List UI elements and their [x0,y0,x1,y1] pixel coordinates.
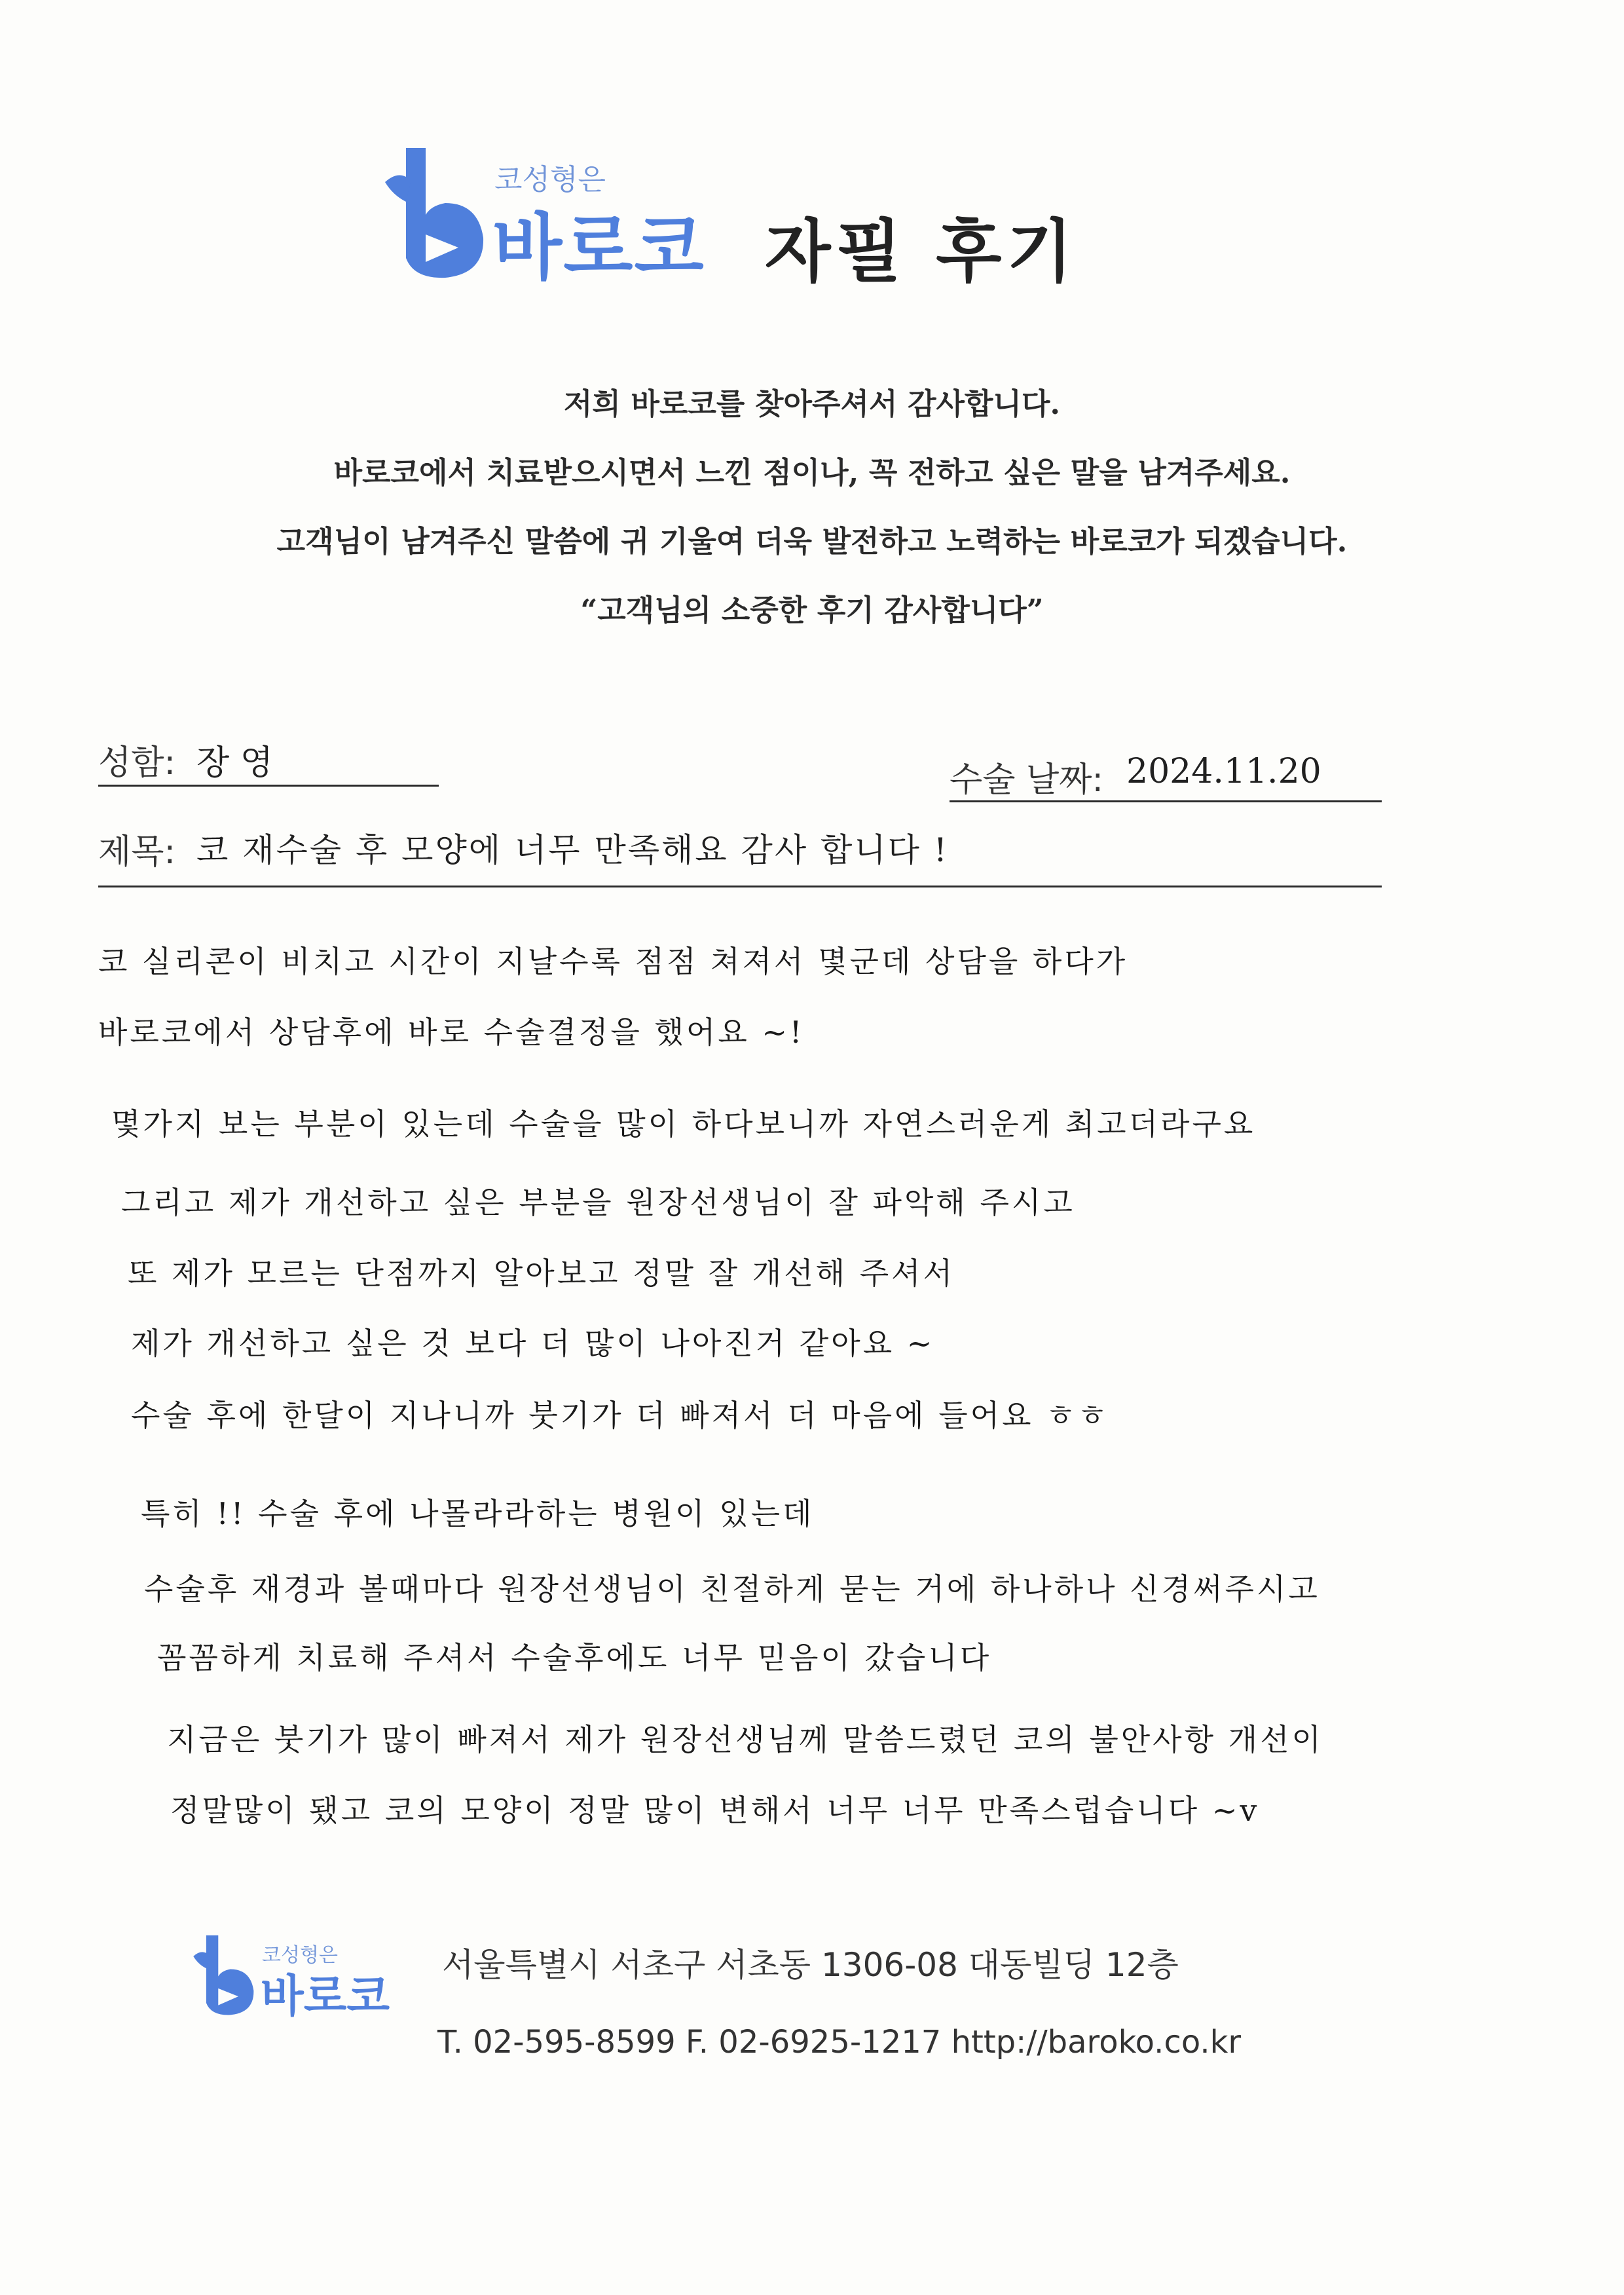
review-line: 정말많이 됐고 코의 모양이 정말 많이 변해서 너무 너무 만족스럽습니다 ~v [170,1793,1260,1828]
review-line: 또 제가 모르는 단점까지 알아보고 정말 잘 개선해 주셔서 [128,1256,955,1291]
name-value: 장 영 [196,743,273,783]
review-line: 몇가지 보는 부분이 있는데 수술을 많이 하다보니까 자연스러운게 최고더라구요 [111,1106,1256,1142]
intro-line-3: 고객님이 남겨주신 말씀에 귀 기울여 더욱 발전하고 노력하는 바로코가 되겠습니다. [276,524,1348,559]
date-label: 수술 날짜: [950,760,1103,800]
footer-logo [190,1932,413,2024]
name-underline [98,785,439,787]
review-line: 그리고 제가 개선하고 싶은 부분을 원장선생님이 잘 파악해 주시고 [121,1185,1075,1220]
b-letter-logo-icon [380,143,491,287]
intro-line-4: “고객님의 소중한 후기 감사합니다” [580,593,1044,627]
subject-underline [98,886,1382,887]
review-line: 수술 후에 한달이 지나니까 붓기가 더 빠져서 더 마음에 들어요 ㅎㅎ [131,1398,1109,1433]
date-value: 2024.11.20 [1126,752,1321,791]
header-logo [380,143,720,287]
subject-value: 코 재수술 후 모양에 너무 만족해요 감사 합니다 ! [196,831,949,869]
intro-line-1: 저희 바로코를 찾아주셔서 감사합니다. [563,386,1061,421]
date-underline [950,800,1382,802]
intro-line-2: 바로코에서 치료받으시면서 느낀 점이나, 꼭 전하고 싶은 말을 남겨주세요. [333,455,1291,490]
footer-contact[interactable]: T. 02-595-8599 F. 02-6925-1217 http://baroko.co.kr [437,2024,1242,2061]
review-line: 꼼꼼하게 치료해 주셔서 수술후에도 너무 믿음이 갔습니다 [157,1640,992,1675]
page-title: 자필 후기 [765,212,1079,291]
review-line: 특히 !! 수술 후에 나몰라라하는 병원이 있는데 [141,1496,815,1531]
logo-tagline: 코성형은 [494,163,606,196]
review-line: 바로코에서 상담후에 바로 수술결정을 했어요 ~! [98,1015,805,1050]
footer-logo-tagline: 코성형은 [262,1944,338,1967]
review-line: 코 실리콘이 비치고 시간이 지날수록 점점 쳐져서 몇군데 상담을 하다가 [98,944,1128,979]
footer-logo-brand-name: 바로코 [261,1971,390,2023]
b-letter-logo-icon [190,1932,259,2021]
subject-label: 제목: [98,832,175,872]
name-label: 성함: [98,743,175,783]
logo-brand-name: 바로코 [492,206,705,289]
footer-address: 서울특별시 서초구 서초동 1306-08 대동빌딩 12층 [442,1946,1179,1984]
review-line: 제가 개선하고 싶은 것 보다 더 많이 나아진거 같아요 ~ [131,1326,935,1361]
review-line: 지금은 붓기가 많이 빠져서 제가 원장선생님께 말씀드렸던 코의 불안사항 개선이 [167,1722,1323,1757]
review-line: 수술후 재경과 볼때마다 원장선생님이 친절하게 묻는 거에 하나하나 신경써주시고 [144,1571,1320,1607]
